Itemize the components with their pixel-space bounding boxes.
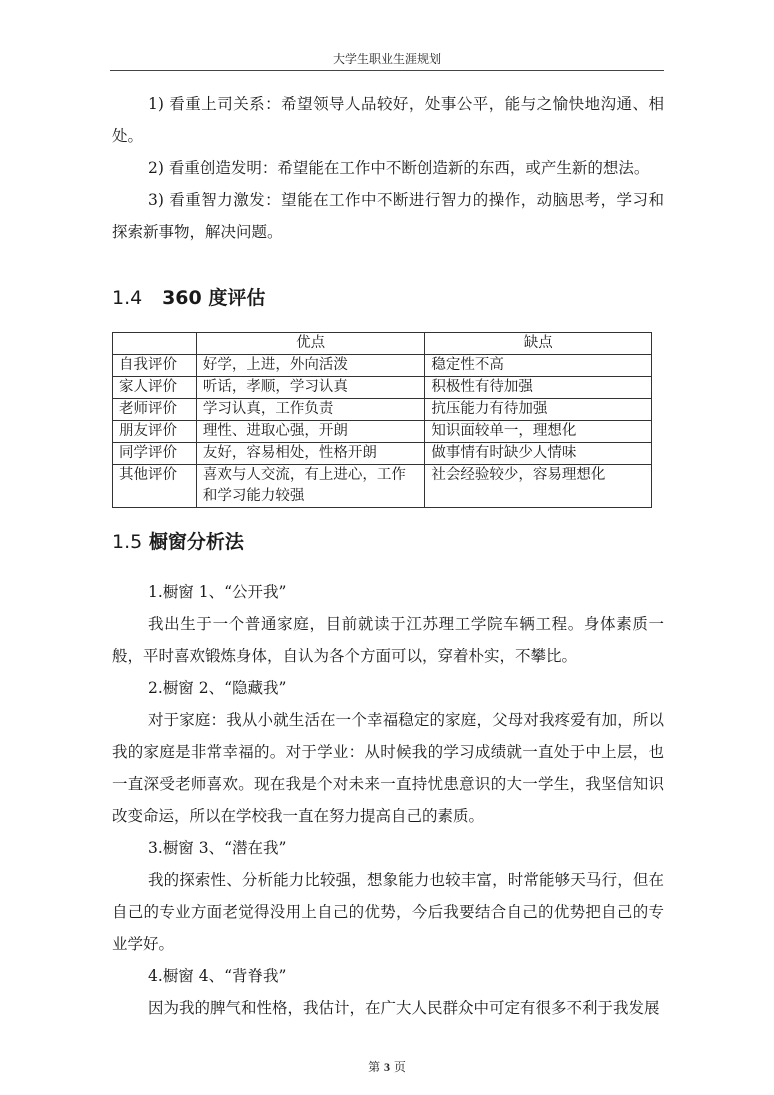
page-content xyxy=(112,88,664,1024)
table-cell: 朋友评价 xyxy=(113,421,197,443)
table-header-cell: 缺点 xyxy=(425,333,652,355)
window-heading-3: 3.橱窗 3、“潜在我” xyxy=(148,839,287,857)
evaluation-table xyxy=(112,332,652,508)
table-cell: 同学评价 xyxy=(113,443,197,465)
intro-item-1: 1) 看重上司关系：希望领导人品较好，处事公平，能与之愉快地沟通、相处。 xyxy=(112,95,664,145)
section-number: 1.5 xyxy=(112,531,143,553)
table-cell: 友好，容易相处，性格开朗 xyxy=(196,443,425,465)
table-cell: 做事情有时缺少人情味 xyxy=(425,443,652,465)
table-cell: 听话，孝顺，学习认真 xyxy=(196,377,425,399)
table-cell: 其他评价 xyxy=(113,465,197,508)
page-header: 大学生职业生涯规划 xyxy=(332,52,441,66)
footer-prefix: 第 xyxy=(368,1060,381,1074)
table-row xyxy=(113,399,652,421)
table-cell: 喜欢与人交流，有上进心，工作和学习能力较强 xyxy=(196,465,425,508)
page-number: 3 xyxy=(384,1060,390,1074)
header-rule xyxy=(110,70,664,71)
window-heading-4: 4.橱窗 4、“背脊我” xyxy=(148,967,287,985)
table-row xyxy=(113,465,652,508)
table-cell: 自我评价 xyxy=(113,355,197,377)
page-footer xyxy=(0,1058,774,1075)
table-cell: 积极性有待加强 xyxy=(425,377,652,399)
table-row xyxy=(113,355,652,377)
footer-suffix: 页 xyxy=(393,1060,406,1074)
table-cell: 好学，上进，外向活泼 xyxy=(196,355,425,377)
table-row xyxy=(113,377,652,399)
intro-item-2: 2) 看重创造发明：希望能在工作中不断创造新的东西，或产生新的想法。 xyxy=(148,159,650,177)
section-title: 360 度评估 xyxy=(162,287,266,309)
table-row xyxy=(113,421,652,443)
window-paragraph-4: 因为我的脾气和性格，我估计，在广大人民群众中可定有很多不利于我发展 xyxy=(148,999,660,1017)
table-cell: 社会经验较少，容易理想化 xyxy=(425,465,652,508)
intro-item-3: 3) 看重智力激发：望能在工作中不断进行智力的操作，动脑思考，学习和探索新事物，解决问题。 xyxy=(112,191,664,241)
table-cell: 理性、进取心强，开朗 xyxy=(196,421,425,443)
table-cell: 老师评价 xyxy=(113,399,197,421)
window-paragraph-2: 对于家庭：我从小就生活在一个幸福稳定的家庭，父母对我疼爱有加，所以我的家庭是非常幸福的。对于学业：从时候我的学习成绩就一直处于中上层，也一直深受老师喜欢。现在我是个对未来一直持忧患意识的大一学生，我坚信知识改变命运，所以在学校我一直在努力提高自己的素质。 xyxy=(112,711,664,825)
table-cell: 学习认真，工作负责 xyxy=(196,399,425,421)
window-paragraph-1: 我出生于一个普通家庭，目前就读于江苏理工学院车辆工程。身体素质一般，平时喜欢锻炼身体，自认为各个方面可以，穿着朴实，不攀比。 xyxy=(112,615,664,665)
table-row xyxy=(113,443,652,465)
table-cell: 家人评价 xyxy=(113,377,197,399)
section-number: 1.4 xyxy=(112,287,143,309)
table-header-row xyxy=(113,333,652,355)
table-cell: 知识面较单一，理想化 xyxy=(425,421,652,443)
section-heading-1-5 xyxy=(112,528,664,556)
window-heading-1: 1.橱窗 1、“公开我” xyxy=(148,583,287,601)
section-title: 橱窗分析法 xyxy=(148,531,244,553)
window-heading-2: 2.橱窗 2、“隐藏我” xyxy=(148,679,287,697)
table-header-cell xyxy=(113,333,197,355)
table-header-cell: 优点 xyxy=(196,333,425,355)
section-heading-1-4 xyxy=(112,284,664,312)
table-cell: 稳定性不高 xyxy=(425,355,652,377)
window-paragraph-3: 我的探索性、分析能力比较强，想象能力也较丰富，时常能够天马行，但在自己的专业方面老觉得没用上自己的优势，今后我要结合自己的优势把自己的专业学好。 xyxy=(112,871,664,953)
table-cell: 抗压能力有待加强 xyxy=(425,399,652,421)
